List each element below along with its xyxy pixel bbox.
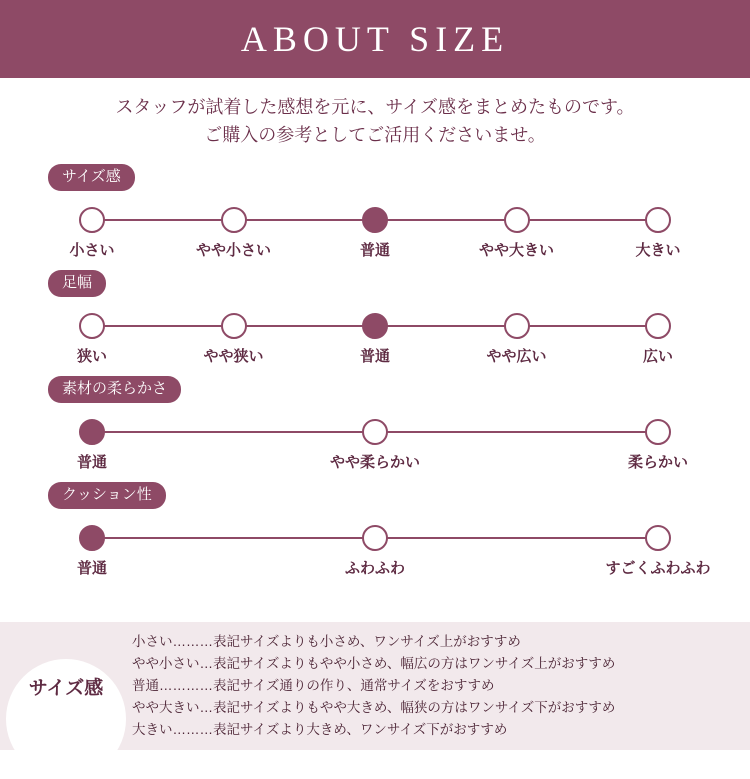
lead-text [0,94,750,150]
scale-point[interactable] [645,207,671,233]
scale-point-selected[interactable] [79,419,105,445]
scale-point-label: 普通 [76,453,108,471]
scale-point-label: ふわふわ [344,559,406,577]
scale-point-label: 普通 [359,241,391,259]
page-title: ABOUT SIZE [240,19,510,59]
scale-track [0,197,750,257]
scale-point[interactable] [645,525,671,551]
scale-point-label: やや柔らかい [329,453,421,471]
size-scales [0,164,750,588]
scale-label-badge: 足幅 [48,270,106,297]
list-item: やや大きい…表記サイズよりもやや大きめ、幅狭の方はワンサイズ下がおすすめ [132,699,616,715]
scale-point-label: やや大きい [478,241,555,259]
scale-point[interactable] [221,207,247,233]
scale-row [0,164,750,270]
scale-point[interactable] [645,419,671,445]
scale-point[interactable] [79,207,105,233]
scale-point-selected[interactable] [79,525,105,551]
scale-row [0,482,750,588]
scale-row [0,376,750,482]
scale-point[interactable] [362,419,388,445]
scale-point-label: やや狭い [203,347,264,365]
scale-point[interactable] [79,313,105,339]
scale-point-label: 柔らかい [627,453,689,471]
footer-badge-label: サイズ感 [28,677,104,699]
scale-point-label: やや広い [486,347,547,365]
scale-point-label: 広い [642,347,674,365]
scale-point-selected[interactable] [362,313,388,339]
scale-label-badge: サイズ感 [48,164,135,191]
footer-badge-circle [6,659,126,779]
scale-point-label: やや小さい [195,241,272,259]
scale-label-badge: クッション性 [48,482,166,509]
scale-point-label: 普通 [76,559,108,577]
list-item: 大きい………表記サイズより大きめ、ワンサイズ下がおすすめ [132,721,508,737]
scale-point[interactable] [362,525,388,551]
scale-point-label: すごくふわふわ [605,559,711,577]
list-item: 普通…………表記サイズ通りの作り、通常サイズをおすすめ [132,678,495,694]
list-item: 小さい………表記サイズよりも小さめ、ワンサイズ上がおすすめ [132,634,521,650]
footer-notes [0,622,750,750]
scale-point-selected[interactable] [362,207,388,233]
list-item: やや小さい…表記サイズよりもやや小さめ、幅広の方はワンサイズ上がおすすめ [132,656,616,672]
footer-note-list [132,631,750,740]
scale-track [0,515,750,575]
scale-track [0,303,750,363]
scale-point[interactable] [504,313,530,339]
scale-point[interactable] [645,313,671,339]
scale-point-label: 大きい [635,241,681,259]
scale-label-badge: 素材の柔らかさ [48,376,181,403]
footer-badge [0,673,132,700]
lead-line-2: ご購入の参考としてご活用くださいませ。 [204,124,546,145]
scale-point[interactable] [504,207,530,233]
scale-point-label: 普通 [359,347,391,365]
scale-row [0,270,750,376]
scale-point-label: 小さい [69,241,115,259]
scale-point-label: 狭い [76,347,108,365]
scale-point[interactable] [221,313,247,339]
page-header [0,0,750,78]
scale-track [0,409,750,469]
lead-line-1: スタッフが試着した感想を元に、サイズ感をまとめたものです。 [115,97,635,117]
